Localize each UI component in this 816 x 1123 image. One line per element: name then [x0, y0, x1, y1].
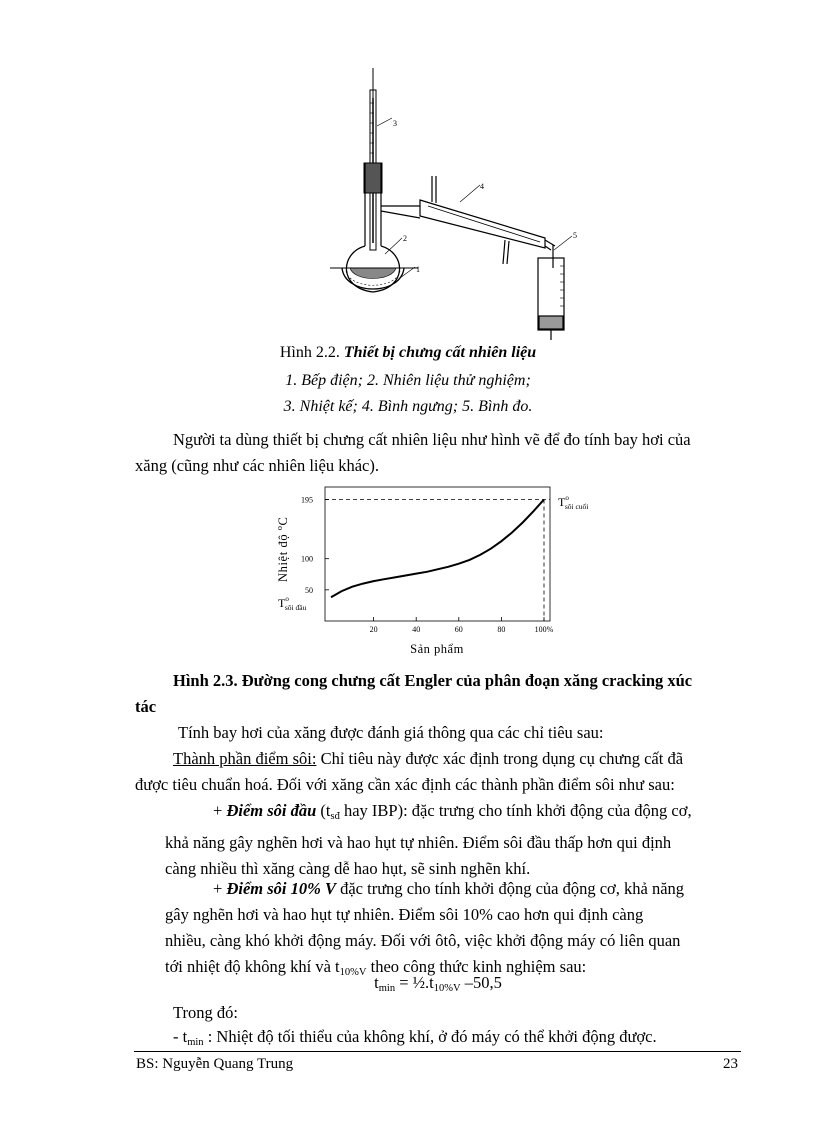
ibp-title: Điểm sôi đầu	[226, 801, 317, 820]
start-temperature-annotation: $T^o$ sôi đầu	[278, 595, 307, 612]
graduated-cylinder-icon	[538, 258, 564, 340]
figure1-caption-prefix: Hình 2.2.	[279, 344, 340, 361]
label-1: 1	[416, 265, 420, 274]
tmin-definition: - $t_{min}$ : Nhiệt độ tối thiểu của không khí, ở đó máy có thể khởi động được.	[173, 1027, 657, 1048]
boiling-composition-line2: được tiêu chuẩn hoá. Đối với xăng cần xác định các thành phần điểm sôi như sau:	[135, 775, 675, 794]
figure1-caption	[120, 344, 696, 362]
ten-percent-paragraph: + Điểm sôi 10% V đặc trưng cho tính khởi động của động cơ, khả năng gây nghẽn hơi và hao hụt tự nhiên. Điểm sôi 10% cao hơn qui định càng nhiều, càng khó khởi động máy. Đối với ôtô, việc khởi động máy có liên quan tới nhiệt độ không khí và $t_{10\%V}$ theo công thức kinh nghiệm sau:	[165, 876, 741, 986]
label-4: 4	[480, 182, 484, 191]
where-label: Trong đó:	[173, 1003, 238, 1022]
formula: $t_{min}$ = $\frac{1}{2}.t_{10\%V}$ –50,5	[374, 973, 502, 994]
y-axis-label: Nhiệt độ $^o$C	[275, 516, 290, 582]
y-tick-label: 195	[301, 495, 313, 505]
end-temperature-annotation: $T^o$ sôi cuối	[558, 494, 589, 511]
figure1-legend-line2: 3. Nhiệt kế; 4. Bình ngưng; 5. Bình đo.	[283, 398, 533, 415]
volatility-intro: Tính bay hơi của xăng được đánh giá thông qua các chỉ tiêu sau:	[178, 723, 604, 742]
series-line	[331, 500, 544, 598]
x-tick-label: 20	[369, 625, 378, 634]
intro-line1: Người ta dùng thiết bị chưng cất nhiên liệu như hình vẽ để đo tính bay hơi của	[173, 430, 691, 449]
thermometer-icon	[370, 68, 376, 250]
stopper-icon	[364, 163, 382, 193]
ten-percent-line3: nhiều, càng khó khởi động máy. Đối với ôtô, việc khởi động máy có liên quan	[165, 931, 681, 950]
x-tick-label: 80	[497, 625, 506, 634]
intro-line2: xăng (cũng như các nhiên liệu khác).	[135, 456, 379, 475]
label-5: 5	[573, 231, 577, 240]
ten-percent-title: Điểm sôi 10% V	[226, 879, 336, 898]
label-2: 2	[403, 234, 407, 243]
chart-frame	[325, 487, 550, 621]
x-tick-label: 40	[412, 625, 421, 634]
distillation-apparatus-drawing	[320, 68, 590, 343]
intro-paragraph	[135, 427, 741, 479]
y-tick-label: 50	[305, 585, 313, 595]
condenser-icon	[381, 176, 555, 268]
label-3: 3	[393, 119, 397, 128]
engler-chart	[270, 486, 620, 661]
figure2-caption	[135, 668, 741, 720]
x-axis-label: Sản phẩm	[410, 642, 464, 656]
figure1-caption-title: Thiết bị chưng cất nhiên liệu	[343, 344, 537, 361]
x-tick-label: 100%	[534, 625, 554, 634]
figure2-caption-line2: tác	[135, 697, 157, 716]
page-number: 23	[723, 1056, 738, 1072]
boiling-composition-paragraph: Thành phần điểm sôi: Chỉ tiêu này được xác định trong dụng cụ chưng cất đã được tiêu chuẩn hoá. Đối với xăng cần xác định các thành phần điểm sôi như sau:	[135, 746, 741, 798]
ibp-line2: khả năng gây nghẽn hơi và hao hụt tự nhiên. Điểm sôi đầu thấp hơn qui định	[165, 833, 672, 852]
ibp-line3: càng nhiều thì xăng càng dễ hao hụt, sẽ sinh nghẽn khí.	[165, 859, 531, 878]
footer-author: BS: Nguyễn Quang Trung	[136, 1056, 294, 1072]
figure-distillation-apparatus	[320, 68, 590, 343]
boiling-composition-label: Thành phần điểm sôi:	[173, 749, 317, 768]
ibp-paragraph: + Điểm sôi đầu ($t_{sđ}$ hay IBP): đặc trưng cho tính khởi động của động cơ, khả năng gây nghẽn hơi và hao hụt tự nhiên. Điểm sôi đầu thấp hơn qui định càng nhiều thì xăng càng dễ hao hụt, sẽ sinh nghẽn khí.	[165, 798, 741, 882]
ten-percent-line2: gây nghẽn hơi và hao hụt tự nhiên. Điểm sôi 10% cao hơn qui định càng	[165, 905, 644, 924]
footer-rule	[134, 1051, 741, 1052]
figure1-legend-line1: 1. Bếp điện; 2. Nhiên liệu thử nghiệm;	[285, 372, 531, 389]
figure2-caption-line1: Hình 2.3. Đường cong chưng cất Engler của phân đoạn xăng cracking xúc	[173, 671, 693, 690]
ten-percent-line4: tới nhiệt độ không khí và $t_{10\%V}$ theo công thức kinh nghiệm sau:	[165, 957, 587, 978]
engler-chart-svg	[270, 486, 620, 661]
y-tick-label: 100	[301, 554, 313, 564]
x-tick-label: 60	[454, 625, 463, 634]
